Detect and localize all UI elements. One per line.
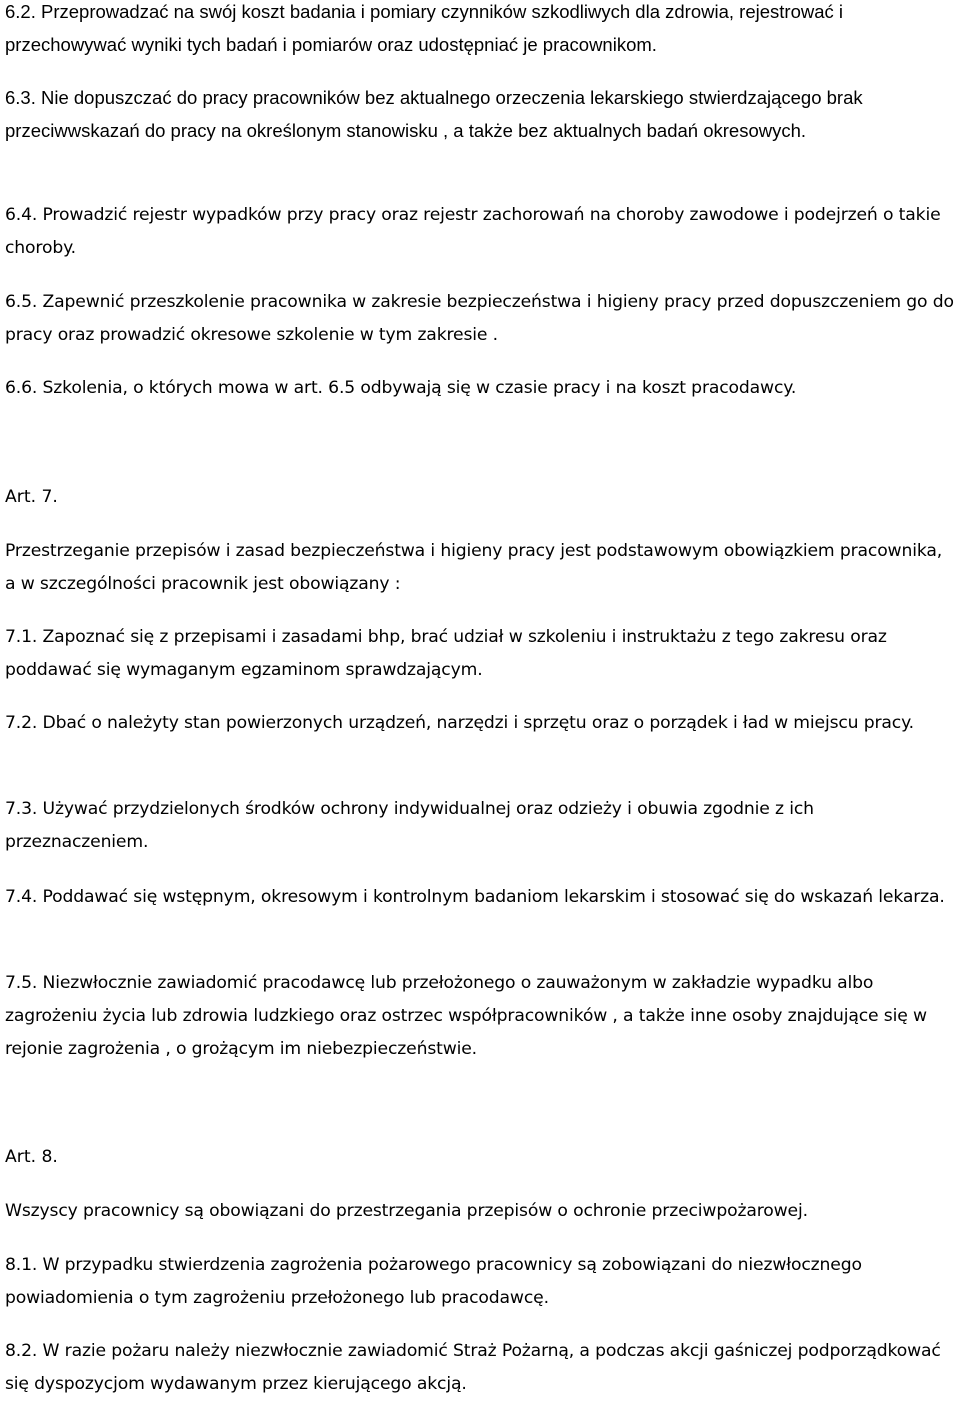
paragraph-7-4: 7.4. Poddawać się wstępnym, okresowym i kontrolnym badaniom lekarskim i stosować się do wskazań lekarza.	[5, 887, 945, 907]
paragraph-6-4: 6.4. Prowadzić rejestr wypadków przy pracy oraz rejestr zachorowań na choroby zawodowe i podejrzeń o takie choroby.	[5, 205, 941, 258]
paragraph-6-6: 6.6. Szkolenia, o których mowa w art. 6.5 odbywają się w czasie pracy i na koszt pracodawcy.	[5, 378, 797, 398]
article-7-intro: Przestrzeganie przepisów i zasad bezpieczeństwa i higieny pracy jest podstawowym obowiązkiem pracownika, a w szczególności pracownik jest obowiązany :	[5, 541, 943, 594]
article-8-heading: Art. 8.	[5, 1147, 58, 1167]
paragraph-8-1: 8.1. W przypadku stwierdzenia zagrożenia pożarowego pracownicy są zobowiązani do niezwłocznego powiadomienia o tym zagrożeniu przełożonego lub pracodawcę.	[5, 1255, 862, 1308]
paragraph-8-2: 8.2. W razie pożaru należy niezwłocznie zawiadomić Straż Pożarną, a podczas akcji gaśniczej podporządkować się dyspozycjom wydawanym przez kierującego akcją.	[5, 1341, 941, 1394]
paragraph-7-1: 7.1. Zapoznać się z przepisami i zasadami bhp, brać udział w szkoleniu i instruktażu z tego zakresu oraz poddawać się wymaganym egzaminom sprawdzającym.	[5, 627, 887, 680]
paragraph-7-5: 7.5. Niezwłocznie zawiadomić pracodawcę lub przełożonego o zauważonym w zakładzie wypadku albo zagrożeniu życia lub zdrowia ludzkiego oraz ostrzec współpracowników , a także inne osoby znajdujące się w rejonie zagrożenia , o grożącym im niebezpieczeństwie.	[5, 973, 927, 1059]
paragraph-6-2: 6.2. Przeprowadzać na swój koszt badania i pomiary czynników szkodliwych dla zdrowia, rejestrować i przechowywać wyniki tych badań i pomiarów oraz udostępniać je pracownikom.	[5, 1, 844, 55]
paragraph-6-3: 6.3. Nie dopuszczać do pracy pracowników bez aktualnego orzeczenia lekarskiego stwierdzającego brak przeciwwskazań do pracy na określonym stanowisku , a także bez aktualnych badań okresowych.	[5, 87, 863, 141]
paragraph-6-5: 6.5. Zapewnić przeszkolenie pracownika w zakresie bezpieczeństwa i higieny pracy przed dopuszczeniem go do pracy oraz prowadzić okresowe szkolenie w tym zakresie .	[5, 292, 954, 345]
paragraph-7-2: 7.2. Dbać o należyty stan powierzonych urządzeń, narzędzi i sprzętu oraz o porządek i ład w miejscu pracy.	[5, 713, 914, 733]
paragraph-7-3: 7.3. Używać przydzielonych środków ochrony indywidualnej oraz odzieży i obuwia zgodnie z ich przeznaczeniem.	[5, 799, 814, 852]
article-8-intro: Wszyscy pracownicy są obowiązani do przestrzegania przepisów o ochronie przeciwpożarowej.	[5, 1201, 808, 1221]
article-7-heading: Art. 7.	[5, 487, 58, 507]
